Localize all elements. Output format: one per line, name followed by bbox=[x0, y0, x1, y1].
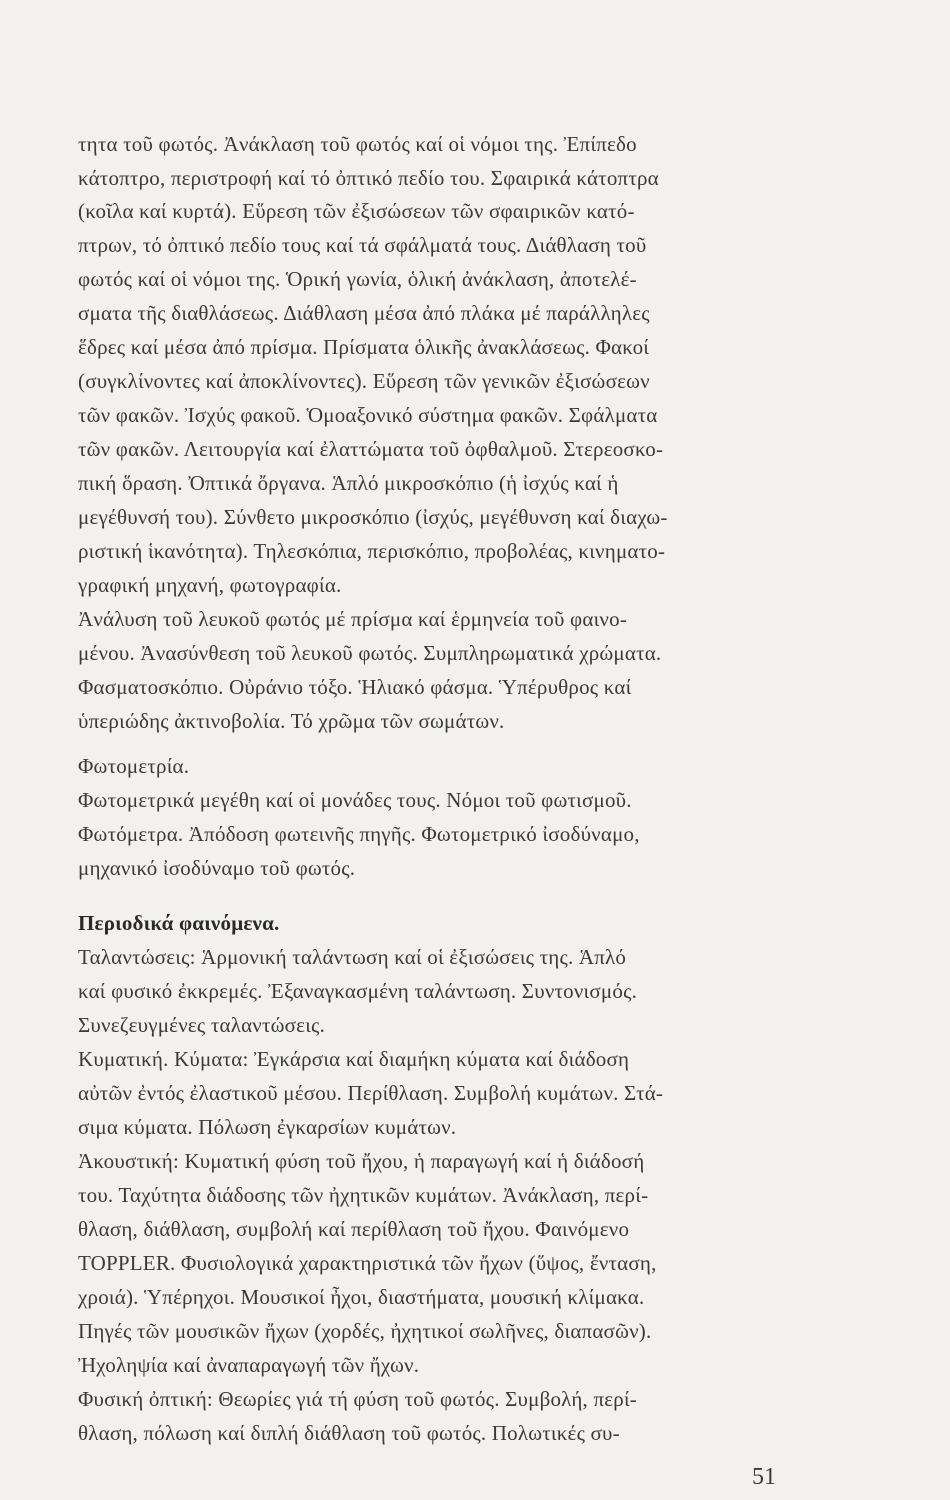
text-line: Ἀκουστική: Κυματική φύση τοῦ ἤχου, ἡ παραγωγή καί ἡ διάδοσή bbox=[78, 1149, 645, 1173]
text-line: ριστική ἱκανότητα). Τηλεσκόπια, περισκόπιο, προβολέας, κινηματο- bbox=[78, 539, 666, 563]
text-line: σματα τῆς διαθλάσεως. Διάθλαση μέσα ἀπό πλάκα μέ παράλληλες bbox=[78, 301, 650, 325]
text-line: αὐτῶν ἐντός ἐλαστικοῦ μέσου. Περίθλαση. Συμβολή κυμάτων. Στά- bbox=[78, 1081, 664, 1105]
text-line: χροιά). Ὑπέρηχοι. Μουσικοί ἦχοι, διαστήματα, μουσική κλίμακα. bbox=[78, 1285, 645, 1309]
text-line: καί φυσικό ἐκκρεμές. Ἐξαναγκασμένη ταλάντωση. Συντονισμός. bbox=[78, 979, 638, 1003]
text-line: τῶν φακῶν. Ἰσχύς φακοῦ. Ὁμοαξονικό σύστημα φακῶν. Σφάλματα bbox=[78, 403, 658, 427]
text-line: Φυσική ὀπτική: Θεωρίες γιά τή φύση τοῦ φωτός. Συμβολή, περί- bbox=[78, 1387, 637, 1411]
text-line: TOPPLER. Φυσιολογικά χαρακτηριστικά τῶν ἤχων (ὕψος, ἔνταση, bbox=[78, 1251, 657, 1275]
text-line: τῶν φακῶν. Λειτουργία καί ἐλαττώματα τοῦ ὀφθαλμοῦ. Στερεοσκο- bbox=[78, 437, 664, 461]
text-line: πτρων, τό ὀπτικό πεδίο τους καί τά σφάλματά τους. Διάθλαση τοῦ bbox=[78, 233, 647, 257]
page-number: 51 bbox=[752, 1464, 776, 1490]
text-line: κάτοπτρο, περιστροφή καί τό ὀπτικό πεδίο του. Σφαιρικά κάτοπτρα bbox=[78, 166, 659, 190]
text-line: Φωτομετρικά μεγέθη καί οἱ μονάδες τους. Νόμοι τοῦ φωτισμοῦ. bbox=[78, 788, 632, 812]
text-line: θλαση, διάθλαση, συμβολή καί περίθλαση τοῦ ἤχου. Φαινόμενο bbox=[78, 1217, 630, 1241]
text-line: τητα τοῦ φωτός. Ἀνάκλαση τοῦ φωτός καί οἱ νόμοι της. Ἐπίπεδο bbox=[78, 132, 637, 156]
text-line: μεγέθυνσή του). Σύνθετο μικροσκόπιο (ἰσχύς, μεγέθυνση καί διαχω- bbox=[78, 505, 668, 529]
text-line: Ἀνάλυση τοῦ λευκοῦ φωτός μέ πρίσμα καί ἑρμηνεία τοῦ φαινο- bbox=[78, 607, 628, 631]
text-line: Ταλαντώσεις: Ἁρμονική ταλάντωση καί οἱ ἐξισώσεις της. Ἁπλό bbox=[78, 945, 627, 969]
section-title: Φωτομετρία. bbox=[78, 754, 190, 778]
text-line: ἕδρες καί μέσα ἀπό πρίσμα. Πρίσματα ὁλικῆς ἀνακλάσεως. Φακοί bbox=[78, 335, 650, 359]
text-line: μηχανικό ἰσοδύναμο τοῦ φωτός. bbox=[78, 856, 356, 880]
text-line: σιμα κύματα. Πόλωση ἐγκαρσίων κυμάτων. bbox=[78, 1115, 457, 1139]
text-line: Φωτόμετρα. Ἀπόδοση φωτεινῆς πηγῆς. Φωτομετρικό ἰσοδύναμο, bbox=[78, 822, 640, 846]
text-line: φωτός καί οἱ νόμοι της. Ὁρική γωνία, ὁλική ἀνάκλαση, ἀποτελέ- bbox=[78, 267, 637, 291]
text-line: μένου. Ἀνασύνθεση τοῦ λευκοῦ φωτός. Συμπληρωματικά χρώματα. bbox=[78, 641, 662, 665]
text-line: Συνεζευγμένες ταλαντώσεις. bbox=[78, 1013, 326, 1037]
text-line: θλαση, πόλωση καί διπλή διάθλαση τοῦ φωτός. Πολωτικές συ- bbox=[78, 1421, 620, 1445]
text-line: Κυματική. Κύματα: Ἐγκάρσια καί διαμήκη κύματα καί διάδοση bbox=[78, 1047, 630, 1071]
text-line: του. Ταχύτητα διάδοσης τῶν ἠχητικῶν κυμάτων. Ἀνάκλαση, περί- bbox=[78, 1183, 649, 1207]
text-line: Ἠχοληψία καί ἀναπαραγωγή τῶν ἤχων. bbox=[78, 1353, 420, 1377]
text-line: πική ὅραση. Ὀπτικά ὄργανα. Ἁπλό μικροσκόπιο (ἡ ἰσχύς καί ἡ bbox=[78, 471, 619, 495]
text-line: (κοῖλα καί κυρτά). Εὕρεση τῶν ἐξισώσεων τῶν σφαιρικῶν κατό- bbox=[78, 199, 635, 223]
text-line: Φασματοσκόπιο. Οὐράνιο τόξο. Ἡλιακό φάσμα. Ὑπέρυθρος καί bbox=[78, 675, 632, 699]
section-heading: Περιοδικά φαινόμενα. bbox=[78, 911, 280, 935]
text-line: (συγκλίνοντες καί ἀποκλίνοντες). Εὕρεση τῶν γενικῶν ἐξισώσεων bbox=[78, 369, 650, 393]
text-line: ὑπεριώδης ἀκτινοβολία. Τό χρῶμα τῶν σωμάτων. bbox=[78, 709, 505, 733]
text-line: Πηγές τῶν μουσικῶν ἤχων (χορδές, ἠχητικοί σωλῆνες, διαπασῶν). bbox=[78, 1319, 652, 1343]
text-line: γραφική μηχανή, φωτογραφία. bbox=[78, 573, 342, 597]
